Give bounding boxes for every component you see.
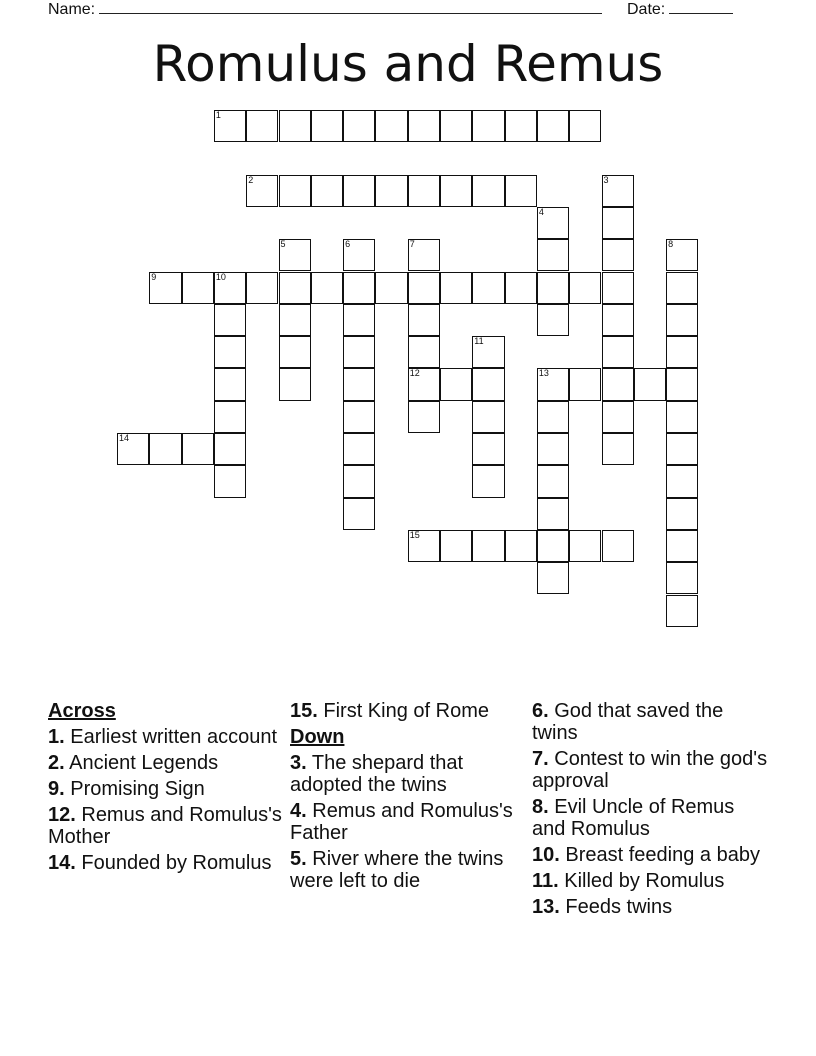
crossword-cell[interactable] (472, 368, 504, 400)
crossword-cell[interactable] (408, 110, 440, 142)
crossword-cell[interactable] (505, 530, 537, 562)
page-title: Romulus and Remus (152, 35, 664, 93)
crossword-cell[interactable] (537, 401, 569, 433)
crossword-cell[interactable] (408, 175, 440, 207)
crossword-cell[interactable] (343, 175, 375, 207)
crossword-cell[interactable] (569, 368, 601, 400)
crossword-cell[interactable] (537, 368, 569, 400)
clue-number-label: 11 (474, 336, 484, 347)
crossword-cell[interactable] (537, 110, 569, 142)
crossword-cell[interactable] (214, 433, 246, 465)
clue-number: 7. (532, 748, 549, 770)
clue-number-label: 13 (538, 368, 549, 379)
crossword-cell[interactable] (602, 530, 634, 562)
crossword-cell[interactable] (634, 368, 666, 400)
clue-text: First King of Rome (317, 700, 489, 722)
clue-number: 14. (48, 852, 76, 874)
crossword-cell[interactable] (117, 433, 149, 465)
crossword-cell[interactable] (182, 433, 214, 465)
crossword-cell[interactable] (408, 368, 440, 400)
clue-number: 9. (48, 778, 65, 800)
clue-text: River where the twins were left to die (290, 848, 504, 892)
clue-number: 4. (290, 800, 307, 822)
crossword-cell[interactable] (505, 175, 537, 207)
crossword-cell[interactable] (666, 401, 698, 433)
crossword-cell[interactable] (408, 401, 440, 433)
crossword-cell[interactable] (408, 336, 440, 368)
crossword-cell[interactable] (149, 272, 181, 304)
crossword-cell[interactable] (602, 433, 634, 465)
clue-number: 10. (532, 844, 560, 866)
clue-across-14 (48, 852, 288, 874)
crossword-cell[interactable] (569, 110, 601, 142)
date-label: Date: (627, 1, 666, 18)
crossword-cell[interactable] (472, 336, 504, 368)
clue-text: Remus and Romulus's Mother (48, 804, 282, 848)
clue-number-label: 9 (151, 271, 157, 282)
crossword-cell[interactable] (569, 530, 601, 562)
clue-number: 5. (290, 848, 307, 870)
crossword-cell[interactable] (602, 368, 634, 400)
crossword-cell[interactable] (343, 401, 375, 433)
crossword-cell[interactable] (666, 595, 698, 627)
crossword-cell[interactable] (602, 272, 634, 304)
crossword-cell[interactable] (602, 401, 634, 433)
crossword-cell[interactable] (375, 175, 407, 207)
clue-number-label: 1 (215, 110, 221, 120)
crossword-cell[interactable] (311, 175, 343, 207)
clue-number-label: 4 (538, 206, 544, 217)
crossword-cell[interactable] (343, 110, 375, 142)
clue-number-label: 15 (409, 529, 420, 540)
crossword-cell[interactable] (537, 433, 569, 465)
clue-text: Killed by Romulus (558, 870, 725, 892)
clue-text: Breast feeding a baby (559, 844, 760, 866)
clue-number: 11. (532, 870, 559, 892)
crossword-cell[interactable] (569, 272, 601, 304)
clue-down-10 (532, 844, 772, 866)
clue-column-1 (48, 700, 288, 878)
crossword-cell[interactable] (666, 336, 698, 368)
clue-across-12 (48, 804, 288, 848)
clue-number: 6. (532, 700, 549, 722)
crossword-cell[interactable] (246, 175, 278, 207)
clue-text: Feeds twins (559, 896, 673, 918)
crossword-cell[interactable] (279, 368, 311, 400)
clue-down-11 (532, 870, 772, 892)
clue-number: 12. (48, 804, 76, 826)
crossword-cell[interactable] (440, 175, 472, 207)
crossword-cell[interactable] (537, 239, 569, 271)
crossword-cell[interactable] (666, 368, 698, 400)
clue-number-label: 6 (345, 239, 351, 250)
crossword-cell[interactable] (666, 562, 698, 594)
clue-number: 15. (290, 700, 318, 722)
clue-down-6 (532, 700, 772, 744)
crossword-cell[interactable] (602, 304, 634, 336)
clue-text: Remus and Romulus's Father (290, 800, 513, 844)
clue-text: Founded by Romulus (75, 852, 272, 874)
clue-down-13 (532, 896, 772, 918)
clue-number: 13. (532, 896, 560, 918)
crossword-cell[interactable] (472, 175, 504, 207)
crossword-cell[interactable] (214, 304, 246, 336)
clue-number-label: 10 (215, 271, 226, 282)
crossword-cell[interactable] (537, 207, 569, 239)
crossword-cell[interactable] (214, 368, 246, 400)
crossword-cell[interactable] (666, 304, 698, 336)
crossword-cell[interactable] (214, 336, 246, 368)
crossword-cell[interactable] (666, 433, 698, 465)
down-heading: Down (290, 726, 345, 748)
crossword-cell[interactable] (279, 239, 311, 271)
crossword-cell[interactable] (537, 465, 569, 497)
clue-number-label: 5 (280, 239, 286, 250)
crossword-cell[interactable] (214, 110, 246, 142)
clue-number-label: 8 (668, 239, 674, 250)
clue-down-4 (290, 800, 530, 844)
crossword-cell[interactable] (311, 272, 343, 304)
crossword-cell[interactable] (375, 110, 407, 142)
clue-number-label: 7 (409, 239, 415, 250)
crossword-cell[interactable] (666, 465, 698, 497)
crossword-cell[interactable] (666, 239, 698, 271)
crossword-cell[interactable] (408, 304, 440, 336)
clue-across-2 (48, 752, 288, 774)
clue-number: 3. (290, 752, 307, 774)
crossword-cell[interactable] (537, 562, 569, 594)
crossword-cell[interactable] (472, 401, 504, 433)
crossword-cell[interactable] (440, 110, 472, 142)
clue-down-7 (532, 748, 772, 792)
crossword-cell[interactable] (246, 110, 278, 142)
clue-down-8 (532, 796, 772, 840)
clue-number: 2. (48, 752, 65, 774)
crossword-cell[interactable] (214, 465, 246, 497)
crossword-cell[interactable] (149, 433, 181, 465)
crossword-cell[interactable] (602, 336, 634, 368)
crossword-cell[interactable] (279, 175, 311, 207)
crossword-cell[interactable] (246, 272, 278, 304)
crossword-cell[interactable] (343, 336, 375, 368)
across-heading: Across (48, 700, 116, 722)
clue-column-3 (532, 700, 772, 922)
crossword-cell[interactable] (408, 530, 440, 562)
clue-text: Promising Sign (64, 778, 205, 800)
clue-number-label: 12 (409, 368, 420, 379)
crossword-cell[interactable] (472, 465, 504, 497)
clue-across-15 (290, 700, 530, 722)
clue-across-1 (48, 726, 288, 748)
crossword-cell[interactable] (666, 498, 698, 530)
crossword-cell[interactable] (537, 498, 569, 530)
clue-number: 1. (48, 726, 65, 748)
crossword-cell[interactable] (537, 304, 569, 336)
crossword-cell[interactable] (279, 272, 311, 304)
crossword-cell[interactable] (343, 498, 375, 530)
crossword-cell[interactable] (279, 110, 311, 142)
crossword-cell[interactable] (343, 304, 375, 336)
clue-across-9 (48, 778, 288, 800)
clue-column-2 (290, 700, 530, 896)
crossword-cell[interactable] (214, 401, 246, 433)
crossword-cell[interactable] (408, 272, 440, 304)
crossword-cell[interactable] (343, 272, 375, 304)
clue-number-label: 2 (248, 174, 254, 185)
crossword-cell[interactable] (343, 465, 375, 497)
crossword-cell[interactable] (440, 272, 472, 304)
crossword-cell[interactable] (343, 368, 375, 400)
crossword-cell[interactable] (440, 530, 472, 562)
clue-text: Contest to win the god's approval (532, 748, 768, 792)
crossword-cell[interactable] (602, 207, 634, 239)
clue-text: Earliest written account (64, 726, 278, 748)
crossword-cell[interactable] (666, 530, 698, 562)
clue-number: 8. (532, 796, 549, 818)
crossword-cell[interactable] (214, 272, 246, 304)
clue-down-3 (290, 752, 530, 796)
crossword-cell[interactable] (472, 272, 504, 304)
crossword-cell[interactable] (537, 272, 569, 304)
name-label: Name: (48, 1, 96, 18)
crossword-cell[interactable] (279, 304, 311, 336)
crossword-cell[interactable] (602, 175, 634, 207)
crossword-cell[interactable] (472, 530, 504, 562)
clue-text: Evil Uncle of Remus and Romulus (532, 796, 735, 840)
crossword-cell[interactable] (505, 272, 537, 304)
clue-text: Ancient Legends (64, 752, 219, 774)
clue-number-label: 3 (603, 174, 609, 185)
crossword-cell[interactable] (440, 368, 472, 400)
crossword-cell[interactable] (408, 239, 440, 271)
crossword-cell[interactable] (343, 239, 375, 271)
clue-down-5 (290, 848, 530, 892)
clue-number-label: 14 (119, 433, 130, 443)
crossword-cell[interactable] (666, 272, 698, 304)
crossword-cell[interactable] (472, 110, 504, 142)
crossword-cell[interactable] (343, 433, 375, 465)
crossword-cell[interactable] (602, 239, 634, 271)
clue-text: God that saved the twins (532, 700, 724, 744)
crossword-cell[interactable] (279, 336, 311, 368)
crossword-cell[interactable] (182, 272, 214, 304)
crossword-cell[interactable] (472, 433, 504, 465)
clue-text: The shepard that adopted the twins (290, 752, 464, 796)
crossword-cell[interactable] (537, 530, 569, 562)
crossword-cell[interactable] (505, 110, 537, 142)
crossword-cell[interactable] (375, 272, 407, 304)
crossword-cell[interactable] (311, 110, 343, 142)
